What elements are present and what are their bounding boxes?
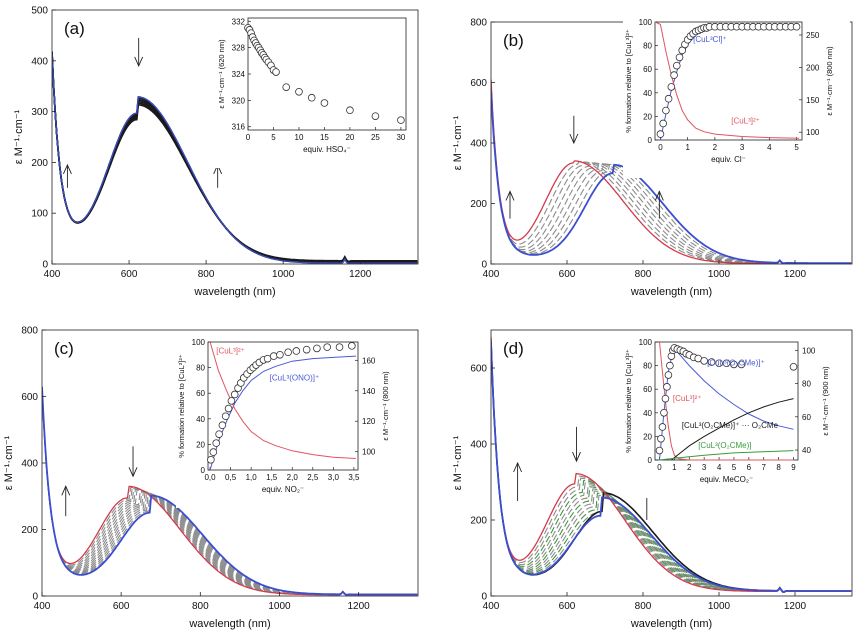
- inset-y2-tick-label: 160: [362, 356, 376, 366]
- y-tick-label: 800: [21, 325, 38, 337]
- inset-data-point: [790, 363, 797, 370]
- inset-x-tick-label: 5: [731, 463, 737, 472]
- x-axis-label: wavelength (nm): [194, 286, 276, 298]
- inset-species-label: [CuL³]²⁺: [672, 394, 702, 403]
- inset-x-tick-label: 7: [761, 463, 766, 472]
- inset-data-point: [665, 95, 672, 102]
- y-tick-label: 200: [31, 157, 48, 169]
- inset-y2-tick-label: 120: [362, 417, 376, 427]
- inset-data-point: [666, 362, 673, 369]
- inset-y-axis-label: % formation relative to [CuL³]²⁺: [177, 354, 186, 458]
- inset-x-tick-label: 0,5: [225, 473, 237, 482]
- panel-a: [13, 6, 418, 299]
- y-tick-label: 400: [31, 56, 48, 68]
- inset-data-point: [314, 345, 321, 352]
- inset-data-point: [671, 72, 678, 79]
- inset-y-tick-label: 60: [196, 389, 205, 399]
- inset-data-point: [216, 431, 223, 438]
- x-tick-label: 800: [197, 269, 215, 280]
- inset-y-tick-label: 320: [231, 96, 245, 106]
- inset-x-tick-label: 0: [657, 463, 662, 472]
- inset-y2-axis-label: ε M⁻¹·cm⁻¹ (900 nm): [821, 366, 830, 436]
- inset-y2-tick-label: 40: [802, 446, 811, 456]
- y-tick-label: 100: [31, 208, 48, 220]
- inset-species-label: [CuL³Cl]⁺: [693, 35, 727, 45]
- inset-data-point: [296, 88, 303, 95]
- x-tick-label: 600: [120, 269, 138, 280]
- inset: [176, 338, 406, 508]
- panel-label: (a): [64, 19, 85, 38]
- y-tick-label: 500: [31, 5, 48, 17]
- inset-y-axis-label: % formation relative to [CuL³]²⁺: [624, 29, 633, 133]
- inset-y-tick-label: 80: [643, 41, 652, 51]
- inset-x-tick-label: 2,0: [286, 473, 298, 482]
- inset-y2-tick-label: 100: [806, 128, 820, 138]
- y-tick-label: 200: [470, 515, 487, 527]
- inset-data-point: [673, 62, 680, 69]
- inset-data-point: [207, 456, 214, 463]
- inset-x-tick-label: 25: [370, 133, 380, 142]
- inset-data-point: [662, 395, 669, 402]
- panel-label: (b): [503, 31, 524, 50]
- x-tick-label: 800: [634, 269, 652, 280]
- y-tick-label: 600: [21, 392, 38, 403]
- x-tick-label: 600: [558, 269, 576, 280]
- inset-data-point: [231, 391, 238, 398]
- inset-data-point: [213, 440, 220, 447]
- inset-data-point: [793, 23, 800, 30]
- inset-x-tick-label: 3: [739, 143, 745, 152]
- inset-x-tick-label: 3,0: [327, 473, 339, 482]
- x-tick-label: 800: [191, 601, 209, 612]
- x-tick-label: 600: [112, 601, 130, 612]
- inset-y-tick-label: 40: [196, 414, 205, 424]
- inset-species-label: [CuL³(ONO)]⁺: [269, 373, 320, 383]
- inset-data-point: [273, 69, 280, 76]
- inset-x-tick-label: 0,0: [204, 473, 216, 482]
- inset-y-axis-label: ε M⁻¹·cm⁻¹ (620 nm): [217, 39, 226, 109]
- inset-x-tick-label: 1: [672, 463, 677, 472]
- panel-b: [452, 18, 852, 299]
- x-tick-label: 1000: [707, 601, 731, 612]
- inset-y2-tick-label: 100: [802, 346, 816, 356]
- y-tick-label: 0: [481, 591, 487, 603]
- x-tick-label: 800: [634, 601, 652, 612]
- inset-data-point: [398, 117, 405, 124]
- inset-x-tick-label: 1: [685, 143, 690, 152]
- x-tick-label: 400: [482, 601, 500, 612]
- inset-data-point: [321, 100, 328, 107]
- x-tick-label: 1200: [347, 601, 370, 612]
- inset-data-point: [660, 120, 667, 127]
- y-tick-label: 0: [42, 259, 48, 271]
- inset-y-tick-label: 100: [638, 338, 652, 347]
- inset-data-point: [283, 84, 290, 91]
- y-tick-label: 200: [21, 525, 38, 536]
- x-axis-label: wavelength (nm): [630, 618, 713, 630]
- inset-y-tick-label: 328: [231, 43, 245, 53]
- inset-y-tick-label: 80: [643, 361, 652, 371]
- inset-data-point: [285, 349, 292, 356]
- inset-x-tick-label: 9: [791, 463, 796, 472]
- inset-y-tick-label: 0: [200, 466, 205, 475]
- y-tick-label: 600: [470, 78, 487, 89]
- inset-data-point: [308, 94, 315, 101]
- panel-label: (d): [503, 339, 524, 358]
- inset-data-point: [219, 422, 226, 429]
- inset-y-axis-label: % formation relative to [CuL³]²⁺: [624, 349, 633, 453]
- inset-data-point: [676, 54, 683, 61]
- x-tick-label: 400: [482, 269, 500, 280]
- inset-x-axis-label: equiv. MeCO₂⁻: [699, 475, 754, 484]
- y-axis-label: ε M⁻¹·cm⁻¹: [452, 115, 464, 171]
- inset-y-tick-label: 0: [647, 456, 652, 465]
- x-tick-label: 400: [33, 601, 51, 612]
- inset-y-tick-label: 20: [643, 112, 652, 122]
- inset-data-point: [225, 405, 232, 412]
- inset-x-tick-label: 0: [245, 133, 251, 142]
- inset-data-point: [659, 424, 666, 431]
- y-tick-label: 0: [481, 259, 487, 271]
- inset-data-point: [324, 344, 331, 351]
- y-tick-label: 300: [31, 107, 48, 119]
- inset-y-tick-label: 0: [647, 136, 652, 145]
- inset-data-point: [347, 107, 354, 114]
- inset-y-tick-label: 100: [191, 338, 205, 347]
- inset-data-point: [372, 113, 379, 120]
- inset-species-label: [CuL³]²⁺: [216, 346, 245, 356]
- x-tick-label: 1000: [272, 269, 295, 280]
- inset-x-tick-label: 8: [776, 463, 781, 472]
- inset-data-point: [222, 413, 229, 420]
- inset-y2-tick-label: 80: [802, 379, 811, 389]
- inset-x-tick-label: 4: [716, 463, 722, 472]
- inset-x-tick-label: 20: [345, 133, 355, 142]
- x-tick-label: 1000: [268, 601, 291, 612]
- y-tick-label: 400: [470, 439, 487, 451]
- inset-species-label: [CuL³(O₂CMe)]: [698, 441, 752, 451]
- inset-y-tick-label: 40: [643, 88, 652, 98]
- inset-x-tick-label: 2: [687, 463, 692, 472]
- inset-data-point: [293, 348, 300, 355]
- x-tick-label: 600: [558, 601, 576, 612]
- x-axis-label: wavelength (nm): [630, 286, 713, 298]
- inset-data-point: [661, 409, 668, 416]
- inset-y-tick-label: 40: [643, 408, 652, 418]
- inset-data-point: [228, 397, 235, 404]
- inset-data-point: [348, 342, 355, 349]
- inset-x-tick-label: 30: [396, 133, 406, 142]
- inset-y2-axis-label: ε M⁻¹·cm⁻¹ (800 nm): [825, 46, 834, 116]
- panel-c: [3, 326, 418, 631]
- y-axis-label: ε M⁻¹·cm⁻¹: [452, 435, 464, 491]
- inset-data-point: [270, 353, 277, 360]
- inset-x-tick-label: 15: [319, 133, 329, 142]
- inset-y-tick-label: 60: [643, 65, 652, 75]
- inset-x-tick-label: 0: [658, 143, 663, 152]
- inset-x-tick-label: 6: [746, 463, 752, 472]
- y-axis-label: ε M⁻¹·cm⁻¹: [13, 109, 25, 165]
- inset-data-point: [336, 344, 343, 351]
- inset-y2-tick-label: 100: [362, 447, 376, 457]
- inset-x-tick-label: 4: [767, 143, 772, 152]
- inset-y2-tick-label: 140: [362, 386, 376, 396]
- inset: [623, 18, 850, 178]
- inset-data-point: [668, 84, 675, 91]
- y-tick-label: 400: [21, 458, 38, 470]
- inset-species-label: [CuL³(O₂CMe)]⁺: [707, 358, 765, 368]
- inset-y-tick-label: 324: [231, 70, 245, 79]
- inset-y2-axis-label: ε M⁻¹·cm⁻¹ (800 nm): [381, 371, 390, 441]
- inset-y2-tick-label: 150: [806, 95, 820, 105]
- inset-y-tick-label: 60: [643, 385, 652, 395]
- inset-y-tick-label: 20: [643, 432, 652, 442]
- inset-y-tick-label: 20: [196, 440, 205, 450]
- inset-species-label: [CuL³]²⁺: [731, 116, 760, 126]
- inset-data-point: [210, 449, 217, 456]
- y-tick-label: 0: [32, 591, 38, 603]
- y-tick-label: 600: [470, 363, 487, 375]
- inset-x-tick-label: 3: [701, 463, 707, 472]
- inset-x-tick-label: 2: [712, 143, 718, 152]
- inset-data-point: [658, 435, 665, 442]
- x-axis-label: wavelength (nm): [189, 618, 271, 630]
- y-tick-label: 400: [470, 138, 487, 150]
- inset-x-axis-label: equiv. NO₂⁻: [261, 485, 305, 494]
- x-tick-label: 1200: [783, 601, 807, 612]
- inset-x-tick-label: 2,5: [307, 473, 319, 482]
- inset-x-tick-label: 5: [271, 133, 276, 142]
- inset-x-tick-label: 1,5: [266, 473, 278, 482]
- inset-y-tick-label: 316: [231, 122, 245, 132]
- inset-species-label: [CuL³(O₂CMe)]⁺ ··· O₂CMe: [681, 421, 779, 431]
- inset-x-axis-label: equiv. Cl⁻: [711, 155, 746, 164]
- inset-y-tick-label: 80: [196, 363, 205, 373]
- y-axis-label: ε M⁻¹·cm⁻¹: [3, 435, 15, 491]
- inset-data-point: [303, 346, 310, 353]
- inset-data-point: [656, 447, 663, 454]
- inset-data-point: [277, 351, 284, 358]
- inset-x-tick-label: 1,0: [245, 473, 257, 482]
- inset-data-point: [657, 131, 664, 138]
- x-tick-label: 1200: [783, 269, 807, 280]
- panel-d: [452, 330, 852, 630]
- inset-y-tick-label: 100: [638, 18, 652, 27]
- x-tick-label: 1200: [349, 269, 372, 280]
- inset-x-tick-label: 10: [294, 133, 304, 142]
- y-tick-label: 800: [470, 17, 487, 29]
- panel-label: (c): [54, 339, 74, 358]
- y-tick-label: 200: [470, 199, 487, 210]
- inset-x-tick-label: 3,5: [348, 473, 360, 482]
- inset-y2-tick-label: 250: [806, 30, 820, 40]
- inset-data-point: [662, 107, 669, 114]
- inset: [623, 338, 846, 498]
- inset-y2-tick-label: 200: [806, 63, 820, 73]
- x-tick-label: 1000: [707, 269, 731, 280]
- inset-y-tick-label: 332: [231, 17, 245, 27]
- inset-data-point: [665, 372, 672, 379]
- inset-y2-tick-label: 60: [802, 412, 811, 422]
- x-tick-label: 400: [43, 269, 61, 280]
- inset-data-point: [664, 383, 671, 390]
- inset-x-tick-label: 5: [794, 143, 799, 152]
- inset: [216, 16, 412, 168]
- inset-x-axis-label: equiv. HSO₄⁻: [303, 145, 351, 154]
